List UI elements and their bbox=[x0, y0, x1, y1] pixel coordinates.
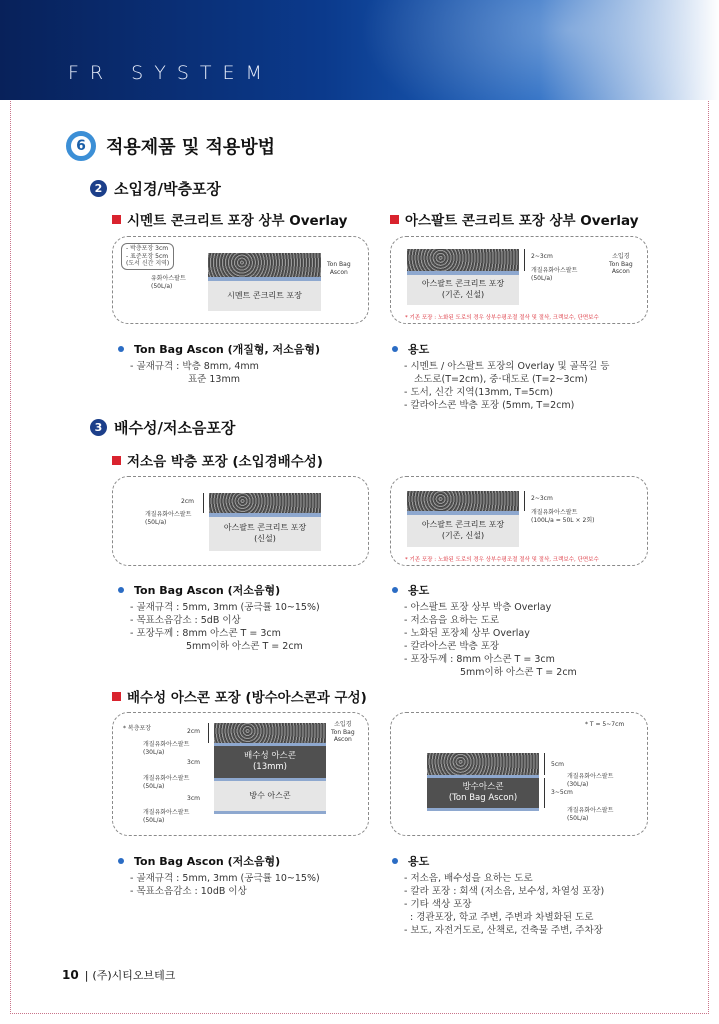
block6-emulsion-label-1 bbox=[567, 773, 613, 788]
block1-heading bbox=[112, 209, 347, 229]
block3-bullet bbox=[118, 582, 280, 598]
block3-spec-3: - 포장두께 : 8mm 아스콘 T = 3cm bbox=[130, 628, 281, 639]
block5-type-label: * 복층포장 bbox=[123, 725, 152, 732]
block2-emulsion-label-2: (50L/a) bbox=[531, 274, 553, 282]
block5-heading bbox=[112, 686, 367, 706]
block4-thickness-bar bbox=[524, 491, 525, 511]
block3-spec bbox=[130, 601, 320, 653]
block2-diagram bbox=[390, 236, 648, 324]
block5-thickness-1: 2cm bbox=[187, 728, 200, 735]
block4-asphalt-label-2: (기존, 신설) bbox=[441, 531, 485, 540]
bullet-dot-icon bbox=[392, 587, 398, 593]
bullet-dot-icon bbox=[118, 346, 124, 352]
block1-region-label: (도서 신간 지역) bbox=[126, 260, 170, 267]
section-number-icon: 6 bbox=[66, 131, 96, 161]
page-number: 10 bbox=[62, 968, 79, 982]
block4-use-2: - 저소음을 요하는 도로 bbox=[404, 615, 500, 626]
block5-diagram bbox=[112, 712, 369, 836]
page-footer bbox=[62, 967, 175, 983]
block2-asphalt-label-2: (기존, 신설) bbox=[441, 290, 485, 299]
header-banner bbox=[0, 0, 719, 100]
block5-emulsion-label-3 bbox=[143, 809, 189, 824]
block4-use-1: - 아스팔트 포장 상부 박층 Overlay bbox=[404, 602, 552, 613]
block2-heading bbox=[390, 209, 639, 229]
block5-emulsion-label-2 bbox=[143, 775, 189, 790]
header-title: FR SYSTEM bbox=[68, 62, 273, 84]
block5-waterproof-layer bbox=[214, 781, 326, 811]
block2-use-2: 소도로(T=2cm), 중·대도로 (T=2~3cm) bbox=[414, 374, 588, 385]
block5-drain-label-2: (13mm) bbox=[252, 762, 287, 772]
block3-spec-1: - 골재규격 : 5mm, 3mm (공극률 10~15%) bbox=[130, 602, 320, 613]
block5-bullet-text: Ton Bag Ascon (저소음형) bbox=[134, 855, 281, 868]
block5-spec bbox=[130, 872, 320, 898]
block6-thickness-bar-1 bbox=[544, 753, 545, 775]
bullet-dot-icon bbox=[118, 587, 124, 593]
block6-m2b: (50L/a) bbox=[567, 814, 589, 822]
block6-layer-label-2: (Ton Bag Ascon) bbox=[448, 793, 518, 803]
block5-right-label bbox=[331, 721, 355, 744]
block5-m2a: 개질유화아스팔트 bbox=[143, 775, 190, 782]
block2-note: * 기존 포장 : 노화된 도로의 경우 상부수평조절 절삭 및 절삭, 크랙보수, 단면보수 bbox=[405, 315, 599, 321]
block3-emulsion-label-2: (50L/a) bbox=[145, 518, 167, 526]
block2-thickness-bar bbox=[524, 249, 525, 271]
block6-bullet bbox=[392, 853, 429, 869]
block1-emulsion-label-1: 유화아스팔트 bbox=[151, 275, 186, 282]
block4-emulsion-label-1: 개질유화아스팔트 bbox=[531, 509, 578, 516]
block2-right-label-1: 소입경 bbox=[612, 253, 630, 260]
block6-use-3: - 기타 색상 포장 bbox=[404, 899, 472, 910]
block4-use-3: - 노화된 포장체 상부 Overlay bbox=[404, 628, 530, 639]
block2-use-3: - 도서, 신간 지역(13mm, T=5cm) bbox=[404, 387, 553, 398]
block1-thin-label: - 박층포장 3cm bbox=[126, 245, 169, 252]
block5-right-1: 소입경 bbox=[334, 721, 352, 728]
block1-right-label-2: Ascon bbox=[329, 268, 348, 276]
block1-spec bbox=[130, 360, 259, 386]
block6-layer-label-1: 방수아스콘 bbox=[462, 781, 504, 792]
block2-ascon-layer bbox=[407, 249, 519, 271]
block2-asphalt-layer bbox=[407, 275, 519, 305]
block1-bullet-text: Ton Bag Ascon (개질형, 저소음형) bbox=[134, 343, 321, 356]
block2-right-label-3: Ascon bbox=[611, 268, 630, 275]
block3-asphalt-label-2: (신설) bbox=[254, 534, 276, 543]
block4-emulsion-label bbox=[531, 509, 594, 524]
block1-emulsion-label bbox=[151, 275, 186, 290]
subsection-number-icon: 3 bbox=[90, 419, 107, 436]
block3-heading-text: 저소음 박층 포장 (소입경배수성) bbox=[127, 454, 323, 470]
block4-diagram bbox=[390, 476, 648, 566]
block4-use-6: 5mm이하 아스콘 T = 2cm bbox=[460, 667, 577, 678]
block6-emulsion-2 bbox=[427, 808, 539, 811]
block5-thickness-3: 3cm bbox=[187, 795, 200, 802]
block3-bullet-text: Ton Bag Ascon (저소음형) bbox=[134, 584, 281, 597]
block4-asphalt-label-1: 아스팔트 콘크리트 포장 bbox=[421, 520, 505, 530]
block1-thickness-labels bbox=[121, 243, 174, 270]
block5-right-3: Ascon bbox=[333, 736, 352, 743]
bullet-dot-icon bbox=[392, 858, 398, 864]
block3-spec-2: - 목표소음감소 : 5dB 이상 bbox=[130, 615, 241, 626]
block1-right-label bbox=[327, 261, 351, 276]
block2-bullet-text: 용도 bbox=[408, 343, 430, 356]
block6-use-2: - 칼라 포장 : 회색 (저소음, 보수성, 차열성 포장) bbox=[404, 886, 605, 897]
subsection-number-icon: 2 bbox=[90, 180, 107, 197]
company-name: (주)시티오브테크 bbox=[92, 969, 176, 982]
block1-bullet bbox=[118, 341, 320, 357]
block3-ascon-layer bbox=[209, 493, 321, 513]
block2-asphalt-label-1: 아스팔트 콘크리트 포장 bbox=[421, 279, 505, 289]
red-square-icon bbox=[112, 692, 121, 701]
block5-heading-text: 배수성 아스콘 포장 (방수아스콘과 구성) bbox=[127, 690, 367, 706]
red-square-icon bbox=[112, 215, 121, 224]
block6-diagram bbox=[390, 712, 648, 836]
section-title-text: 적용제품 및 적용방법 bbox=[106, 137, 276, 158]
block3-emulsion-label bbox=[145, 511, 191, 526]
block2-uses bbox=[404, 360, 609, 412]
block2-bullet bbox=[392, 341, 429, 357]
block4-asphalt-layer bbox=[407, 515, 519, 547]
block1-concrete-layer bbox=[208, 281, 321, 311]
block5-right-2: Ton Bag bbox=[331, 728, 355, 736]
block5-top-layer bbox=[214, 723, 326, 743]
block5-emulsion-label-1 bbox=[143, 741, 189, 756]
block4-use-4: - 칼라아스콘 박층 포장 bbox=[404, 641, 500, 652]
block4-thickness-label: 2~3cm bbox=[531, 495, 553, 502]
block1-spec-1: - 골재규격 : 박층 8mm, 4mm bbox=[130, 361, 259, 372]
red-square-icon bbox=[390, 215, 399, 224]
section-title bbox=[66, 131, 275, 161]
block6-waterproof-layer bbox=[427, 778, 539, 808]
block4-bullet-text: 용도 bbox=[408, 584, 430, 597]
footer-divider: | bbox=[84, 968, 89, 982]
subsection-3-title bbox=[90, 417, 235, 438]
block6-total-note: * T = 5~7cm bbox=[585, 721, 625, 728]
block3-emulsion-label-1: 개질유화아스팔트 bbox=[145, 511, 192, 518]
block5-m3b: (50L/a) bbox=[143, 816, 165, 824]
block4-note: * 기존 포장 : 노화된 도로의 경우 상부수평조절 절삭 및 절삭, 크랙보수, 단면보수 bbox=[405, 557, 599, 563]
block1-diagram bbox=[112, 236, 369, 324]
block1-spec-2: 표준 13mm bbox=[188, 374, 240, 385]
block5-thickness-bar-1 bbox=[208, 723, 209, 743]
block5-spec-2: - 목표소음감소 : 10dB 이상 bbox=[130, 886, 247, 897]
block3-thickness-bar bbox=[203, 493, 204, 513]
block2-right-label-2: Ton Bag bbox=[609, 260, 633, 268]
block2-use-4: - 칼라아스콘 박층 포장 (5mm, T=2cm) bbox=[404, 400, 575, 411]
subsection-3-text: 배수성/저소음포장 bbox=[114, 419, 236, 437]
block4-uses bbox=[404, 601, 577, 679]
block4-emulsion-label-2: (100L/a = 50L × 2회) bbox=[531, 516, 595, 524]
subsection-2-title bbox=[90, 178, 221, 199]
block5-m1b: (30L/a) bbox=[143, 748, 165, 756]
block6-use-4: : 경관포장, 학교 주변, 주변과 차별화된 도로 bbox=[410, 912, 594, 923]
block5-thickness-2: 3cm bbox=[187, 759, 200, 766]
block3-heading bbox=[112, 450, 323, 470]
bullet-dot-icon bbox=[118, 858, 124, 864]
block1-std-label: - 표준포장 5cm bbox=[126, 252, 169, 260]
block1-right-label-1: Ton Bag bbox=[327, 261, 351, 268]
block5-bullet bbox=[118, 853, 280, 869]
block1-heading-text: 시멘트 콘크리트 포장 상부 Overlay bbox=[127, 213, 348, 229]
block1-ascon-layer bbox=[208, 253, 321, 277]
block5-m1a: 개질유화아스팔트 bbox=[143, 741, 190, 748]
block2-emulsion-label-1: 개질유화아스팔트 bbox=[531, 267, 578, 274]
block6-thickness-1: 5cm bbox=[551, 761, 564, 768]
block6-m1a: 개질유화아스팔트 bbox=[567, 773, 614, 780]
block6-uses bbox=[404, 872, 604, 937]
block4-use-5: - 포장두께 : 8mm 아스콘 T = 3cm bbox=[404, 654, 555, 665]
block2-thickness-label: 2~3cm bbox=[531, 253, 553, 260]
block3-spec-4: 5mm이하 아스콘 T = 2cm bbox=[186, 641, 303, 652]
block6-m2a: 개질유화아스팔트 bbox=[567, 807, 614, 814]
block5-spec-1: - 골재규격 : 5mm, 3mm (공극률 10~15%) bbox=[130, 873, 320, 884]
block6-use-1: - 저소음, 배수성을 요하는 도로 bbox=[404, 873, 533, 884]
block6-use-5: - 보도, 자전거도로, 산책로, 건축물 주변, 주차장 bbox=[404, 925, 603, 936]
block2-use-1: - 시멘트 / 아스팔트 포장의 Overlay 및 골목길 등 bbox=[404, 361, 610, 372]
block5-waterproof-label: 방수 아스콘 bbox=[249, 790, 291, 800]
block2-heading-text: 아스팔트 콘크리트 포장 상부 Overlay bbox=[405, 213, 639, 229]
block6-bullet-text: 용도 bbox=[408, 855, 430, 868]
block1-emulsion-label-2: (50L/a) bbox=[151, 282, 173, 290]
block4-bullet bbox=[392, 582, 429, 598]
block5-drain-label-1: 배수성 아스콘 bbox=[244, 750, 296, 761]
block6-m1b: (30L/a) bbox=[567, 780, 589, 788]
bullet-dot-icon bbox=[392, 346, 398, 352]
block5-emulsion-3 bbox=[214, 811, 326, 814]
block4-ascon-layer bbox=[407, 491, 519, 511]
block6-emulsion-label-2 bbox=[567, 807, 613, 822]
red-square-icon bbox=[112, 456, 121, 465]
subsection-2-text: 소입경/박층포장 bbox=[114, 180, 221, 198]
block6-top-layer bbox=[427, 753, 539, 775]
block5-m3a: 개질유화아스팔트 bbox=[143, 809, 190, 816]
block1-concrete-label: 시멘트 콘크리트 포장 bbox=[227, 290, 302, 300]
block3-asphalt-label-1: 아스팔트 콘크리트 포장 bbox=[223, 523, 307, 533]
block6-thickness-2: 3~5cm bbox=[551, 789, 573, 796]
block3-asphalt-layer bbox=[209, 517, 321, 551]
block5-drain-layer bbox=[214, 746, 326, 778]
block2-right-label bbox=[609, 253, 633, 276]
block3-diagram bbox=[112, 476, 369, 566]
block6-thickness-bar-2 bbox=[544, 778, 545, 808]
block3-thickness-label: 2cm bbox=[181, 498, 194, 505]
block5-m2b: (50L/a) bbox=[143, 782, 165, 790]
block2-emulsion-label bbox=[531, 267, 577, 282]
